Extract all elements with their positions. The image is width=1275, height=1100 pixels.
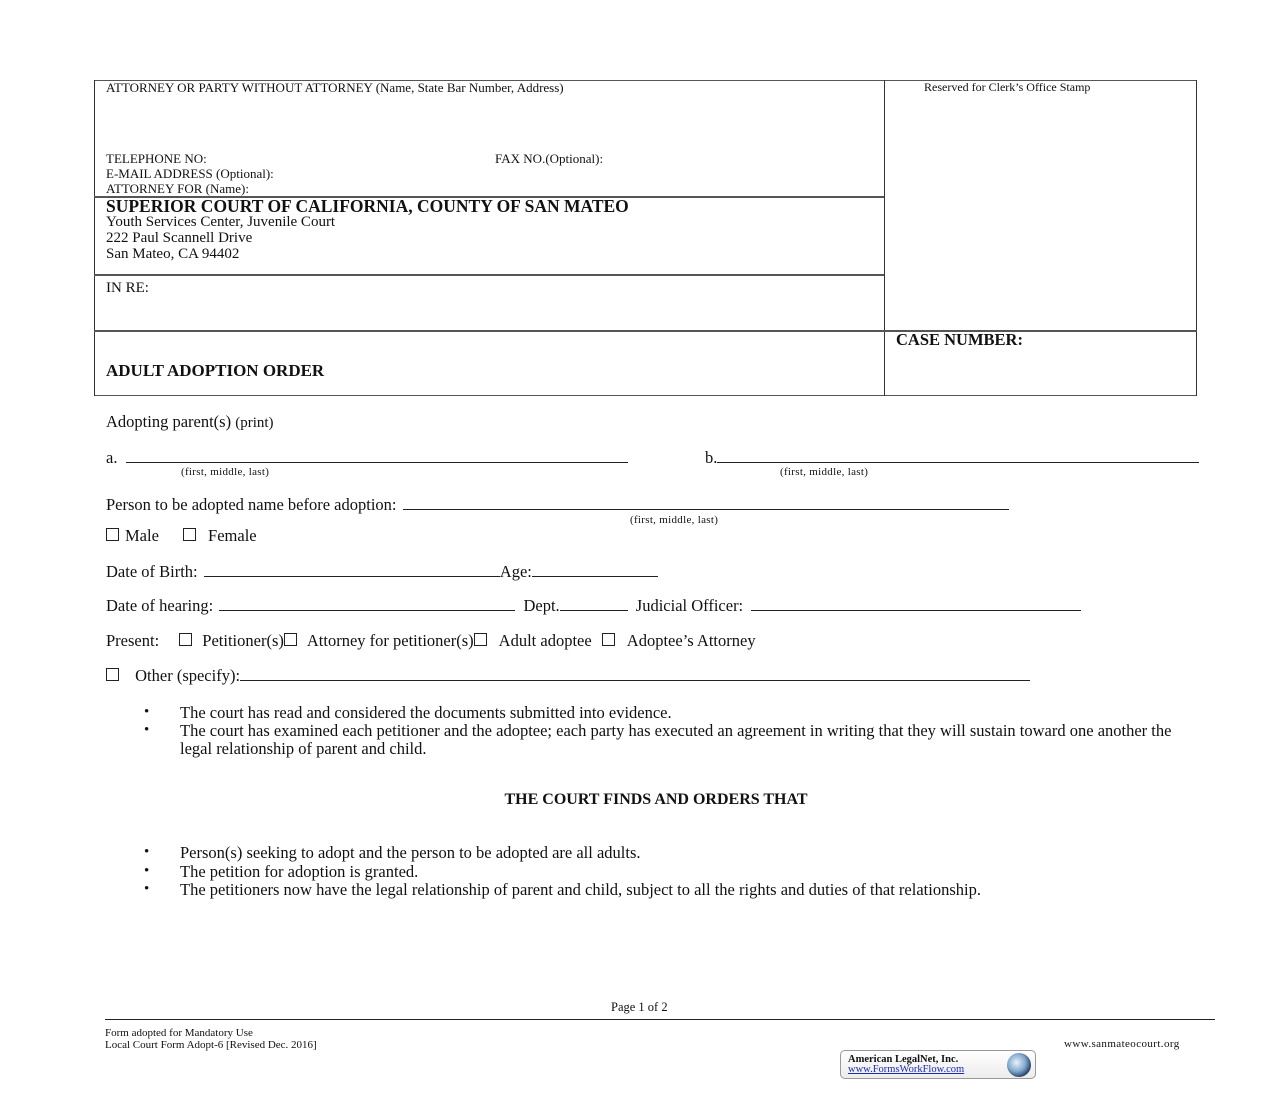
- finding-1: The court has read and considered the documents submitted into evidence.: [180, 703, 672, 722]
- age-input[interactable]: [532, 562, 658, 577]
- form-adopted-label: Form adopted for Mandatory Use: [105, 1027, 253, 1039]
- petitioners-checkbox[interactable]: [179, 633, 192, 646]
- other-field[interactable]: Other (specify):: [106, 666, 1030, 686]
- dob-input[interactable]: [204, 562, 500, 577]
- vendor-name: American LegalNet, Inc.: [848, 1054, 959, 1065]
- divider-inre-title: [94, 330, 1197, 332]
- attorney-for-label: ATTORNEY FOR (Name):: [106, 181, 249, 196]
- orders-heading: THE COURT FINDS AND ORDERS THAT: [504, 791, 808, 808]
- age-label: Age:: [499, 562, 532, 581]
- adoptee-name-hint: (first, middle, last): [630, 514, 719, 526]
- adult-adoptee-checkbox[interactable]: [474, 633, 487, 646]
- male-checkbox[interactable]: [106, 528, 119, 541]
- fax-label: FAX NO.(Optional):: [495, 151, 604, 166]
- adoptee-name-input[interactable]: [403, 495, 1009, 510]
- vendor-link[interactable]: www.FormsWorkFlow.com: [848, 1064, 965, 1075]
- hearing-date-input[interactable]: [219, 596, 515, 611]
- bullet-icon: •: [144, 704, 150, 720]
- adoptee-attorney-checkbox[interactable]: [602, 633, 615, 646]
- court-address-line-2: 222 Paul Scannell Drive: [106, 230, 253, 246]
- dept-input[interactable]: [560, 596, 628, 611]
- dob-field[interactable]: Date of Birth: Age:: [106, 562, 658, 582]
- clerk-stamp-label: Reserved for Clerk’s Office Stamp: [924, 80, 1091, 94]
- attorney-petitioners-checkbox[interactable]: [284, 633, 297, 646]
- other-input[interactable]: [240, 666, 1030, 681]
- parent-a-field[interactable]: a.: [106, 448, 628, 468]
- box-bottom-border: [94, 395, 1197, 396]
- box-right-border: [1196, 80, 1197, 396]
- hearing-field[interactable]: Date of hearing: Dept. Judicial Officer:: [106, 596, 1081, 616]
- other-checkbox[interactable]: [106, 668, 119, 681]
- adopting-parents-label: Adopting parent(s) (print): [106, 412, 274, 431]
- telephone-label: TELEPHONE NO:: [106, 151, 207, 166]
- sex-options: Male Female: [106, 526, 257, 546]
- box-left-border: [94, 80, 95, 396]
- adoptee-name-field[interactable]: Person to be adopted name before adoption:: [106, 495, 1009, 515]
- order-1: Person(s) seeking to adopt and the person to be adopted are all adults.: [180, 843, 641, 862]
- in-re-label: IN RE:: [106, 280, 149, 296]
- parent-b-field[interactable]: b.: [705, 448, 1199, 468]
- footer-divider: [105, 1019, 1215, 1020]
- order-3: The petitioners now have the legal relationship of parent and child, subject to all the rights and duties of that relationship.: [180, 880, 981, 899]
- court-website: www.sanmateocourt.org: [1064, 1038, 1180, 1050]
- page-number: Page 1 of 2: [611, 1000, 668, 1014]
- present-options: Present: Petitioner(s) Attorney for petitioner(s) Adult adoptee Adoptee’s Attorney: [106, 631, 756, 650]
- dept-label: Dept.: [523, 596, 560, 615]
- vendor-badge[interactable]: [840, 1050, 1036, 1079]
- finding-2: The court has examined each petitioner and the adoptee; each party has executed an agreement in writing that they will sustain toward one another the legal relationship of parent and child.: [180, 721, 1172, 758]
- email-label: E-MAIL ADDRESS (Optional):: [106, 166, 274, 181]
- court-address-line-3: San Mateo, CA 94402: [106, 246, 240, 262]
- court-name: SUPERIOR COURT OF CALIFORNIA, COUNTY OF SAN MATEO: [106, 196, 629, 216]
- judicial-officer-input[interactable]: [751, 596, 1081, 611]
- judicial-officer-label: Judicial Officer:: [635, 596, 744, 615]
- bullet-icon: •: [144, 863, 150, 879]
- parent-b-hint: (first, middle, last): [780, 466, 869, 478]
- case-number-label: CASE NUMBER:: [896, 330, 1023, 349]
- globe-logo-icon: [1007, 1053, 1031, 1077]
- parent-a-input[interactable]: [126, 448, 628, 463]
- bullet-icon: •: [144, 722, 150, 738]
- parent-a-hint: (first, middle, last): [181, 466, 270, 478]
- attorney-label: ATTORNEY OR PARTY WITHOUT ATTORNEY (Name, State Bar Number, Address): [106, 80, 564, 95]
- female-checkbox[interactable]: [183, 528, 196, 541]
- court-address-line-1: Youth Services Center, Juvenile Court: [106, 214, 336, 230]
- order-2: The petition for adoption is granted.: [180, 862, 419, 881]
- divider-court-inre: [94, 274, 884, 276]
- bullet-icon: •: [144, 844, 150, 860]
- parent-b-input[interactable]: [717, 448, 1199, 463]
- bullet-icon: •: [144, 881, 150, 897]
- box-middle-divider: [884, 80, 885, 396]
- form-id-label: Local Court Form Adopt-6 [Revised Dec. 2016]: [105, 1039, 317, 1051]
- form-title: ADULT ADOPTION ORDER: [106, 361, 325, 380]
